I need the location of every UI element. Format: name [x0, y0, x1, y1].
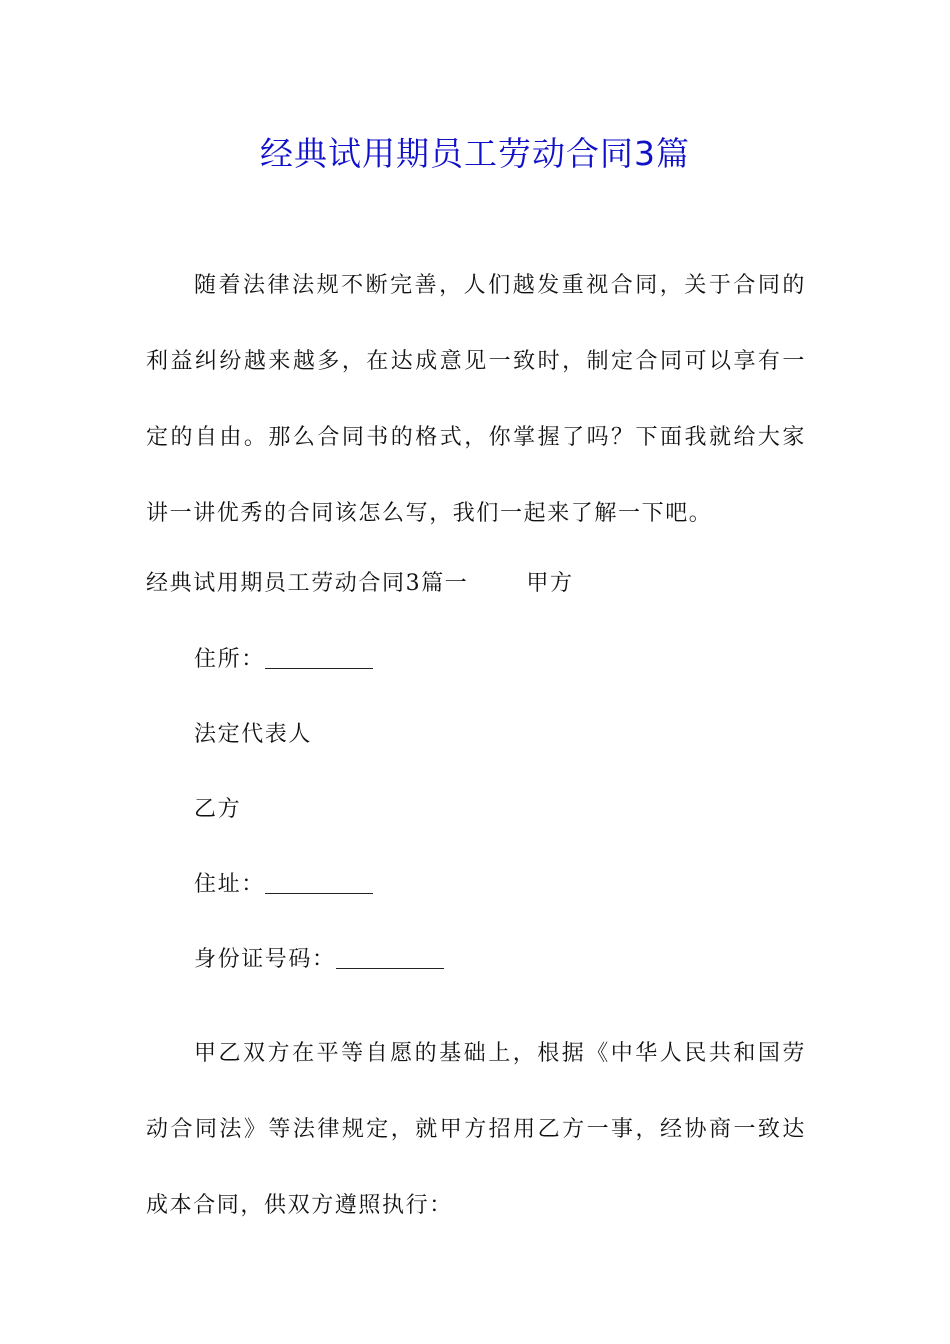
- id-number-blank: [336, 948, 444, 969]
- agreement-paragraph: 甲乙双方在平等自愿的基础上，根据《中华人民共和国劳动合同法》等法律规定，就甲方招用乙方一事，经协商一致达成本合同，供双方遵照执行：: [146, 1041, 806, 1218]
- residence-label: 住所：: [194, 647, 265, 672]
- legal-representative-line: [194, 717, 312, 748]
- residence-line: [194, 642, 373, 673]
- party-b-label: 乙方: [194, 797, 242, 822]
- id-number-label: 身份证号码：: [194, 947, 336, 972]
- legal-representative-label: 法定代表人: [194, 722, 313, 747]
- address-label: 住址：: [194, 872, 265, 897]
- section-heading: 经典试用期员工劳动合同3篇一: [146, 571, 469, 596]
- party-b-line: [194, 792, 241, 823]
- address-line: [194, 867, 373, 898]
- intro-paragraph: 随着法律法规不断完善，人们越发重视合同，关于合同的利益纠纷越来越多，在达成意见一致时，制定合同可以享有一定的自由。那么合同书的格式，你掌握了吗？下面我就给大家讲一讲优秀的合同该怎么写，我们一起来了解一下吧。: [146, 273, 806, 526]
- section-heading-line: [146, 566, 574, 597]
- id-number-line: [194, 942, 444, 973]
- document-title: 经典试用期员工劳动合同3篇: [260, 134, 690, 173]
- residence-blank: [265, 648, 373, 669]
- party-a-label: 甲方: [526, 571, 574, 596]
- address-blank: [265, 873, 373, 894]
